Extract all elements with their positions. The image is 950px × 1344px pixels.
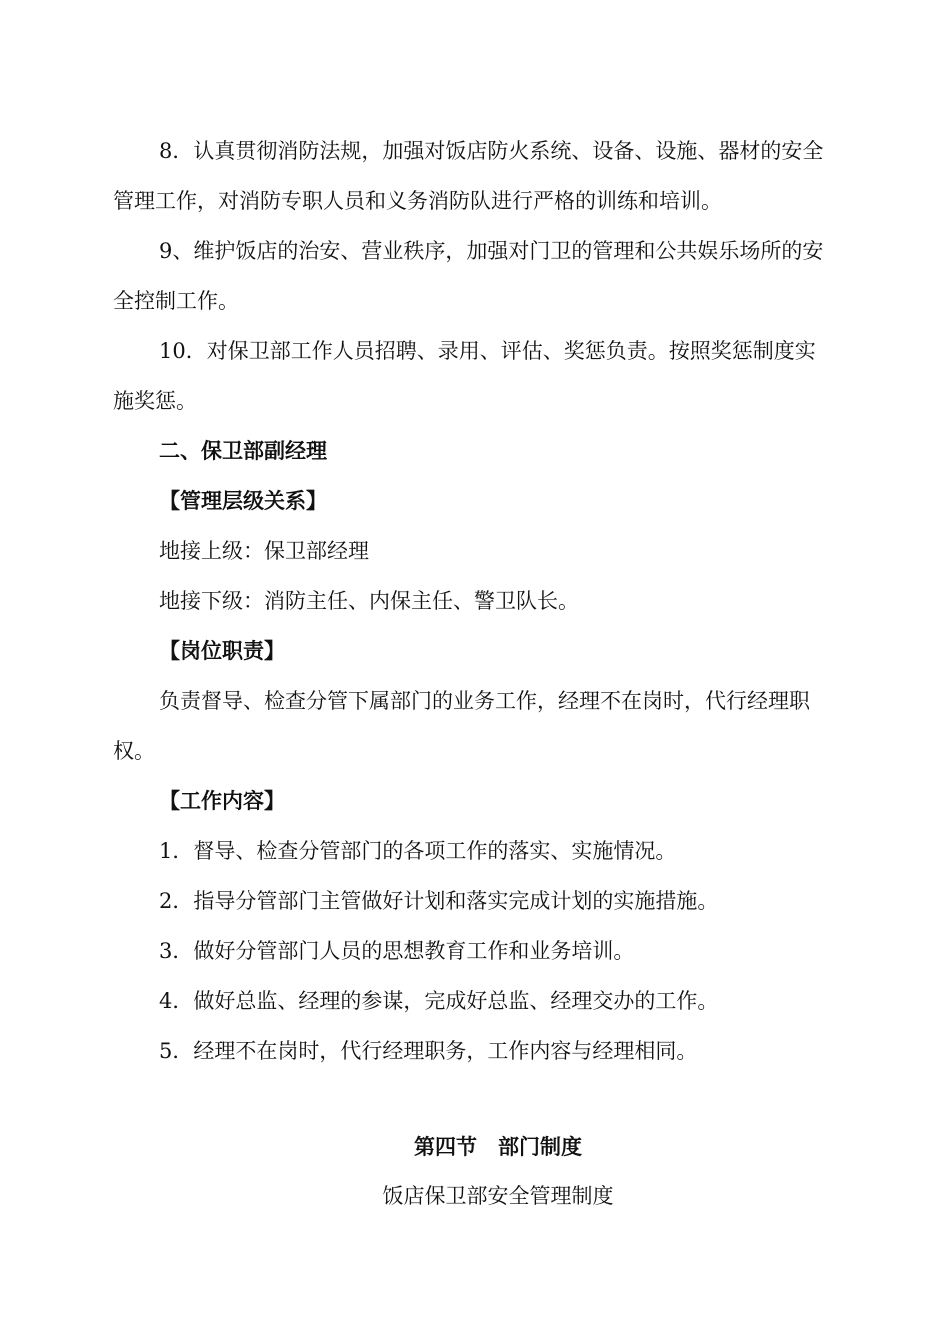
work-content-title: 【工作内容】: [159, 789, 285, 813]
paragraph-item-9: 9、维护饭店的治安、营业秩序，加强对门卫的管理和公共娱乐场所的安全控制工作。: [113, 239, 824, 313]
work-item-2: 2．指导分管部门主管做好计划和落实完成计划的实施措施。: [159, 889, 719, 913]
direct-superior: 地接上级：保卫部经理: [159, 539, 369, 563]
paragraph-item-8: 8．认真贯彻消防法规，加强对饭店防火系统、设备、设施、器材的安全管理工作，对消防专职人员和义务消防队进行严格的训练和培训。: [113, 139, 824, 213]
section-heading-deputy-manager: 二、保卫部副经理: [159, 439, 327, 463]
work-item-1: 1．督导、检查分管部门的各项工作的落实、实施情况。: [159, 839, 677, 863]
work-item-4: 4．做好总监、经理的参谋，完成好总监、经理交办的工作。: [159, 989, 719, 1013]
paragraph-item-10: 10．对保卫部工作人员招聘、录用、评估、奖惩负责。按照奖惩制度实施奖惩。: [113, 339, 816, 413]
relations-title: 【管理层级关系】: [159, 489, 327, 513]
section-subtitle: 饭店保卫部安全管理制度: [382, 1184, 614, 1208]
duties-text: 负责督导、检查分管下属部门的业务工作，经理不在岗时，代行经理职权。: [113, 689, 810, 763]
section-heading-department-rules: 第四节 部门制度: [414, 1135, 582, 1159]
work-item-5: 5．经理不在岗时，代行经理职务，工作内容与经理相同。: [159, 1039, 698, 1063]
direct-subordinate: 地接下级：消防主任、内保主任、警卫队长。: [159, 589, 579, 613]
work-item-3: 3．做好分管部门人员的思想教育工作和业务培训。: [159, 939, 635, 963]
duties-title: 【岗位职责】: [159, 639, 285, 663]
